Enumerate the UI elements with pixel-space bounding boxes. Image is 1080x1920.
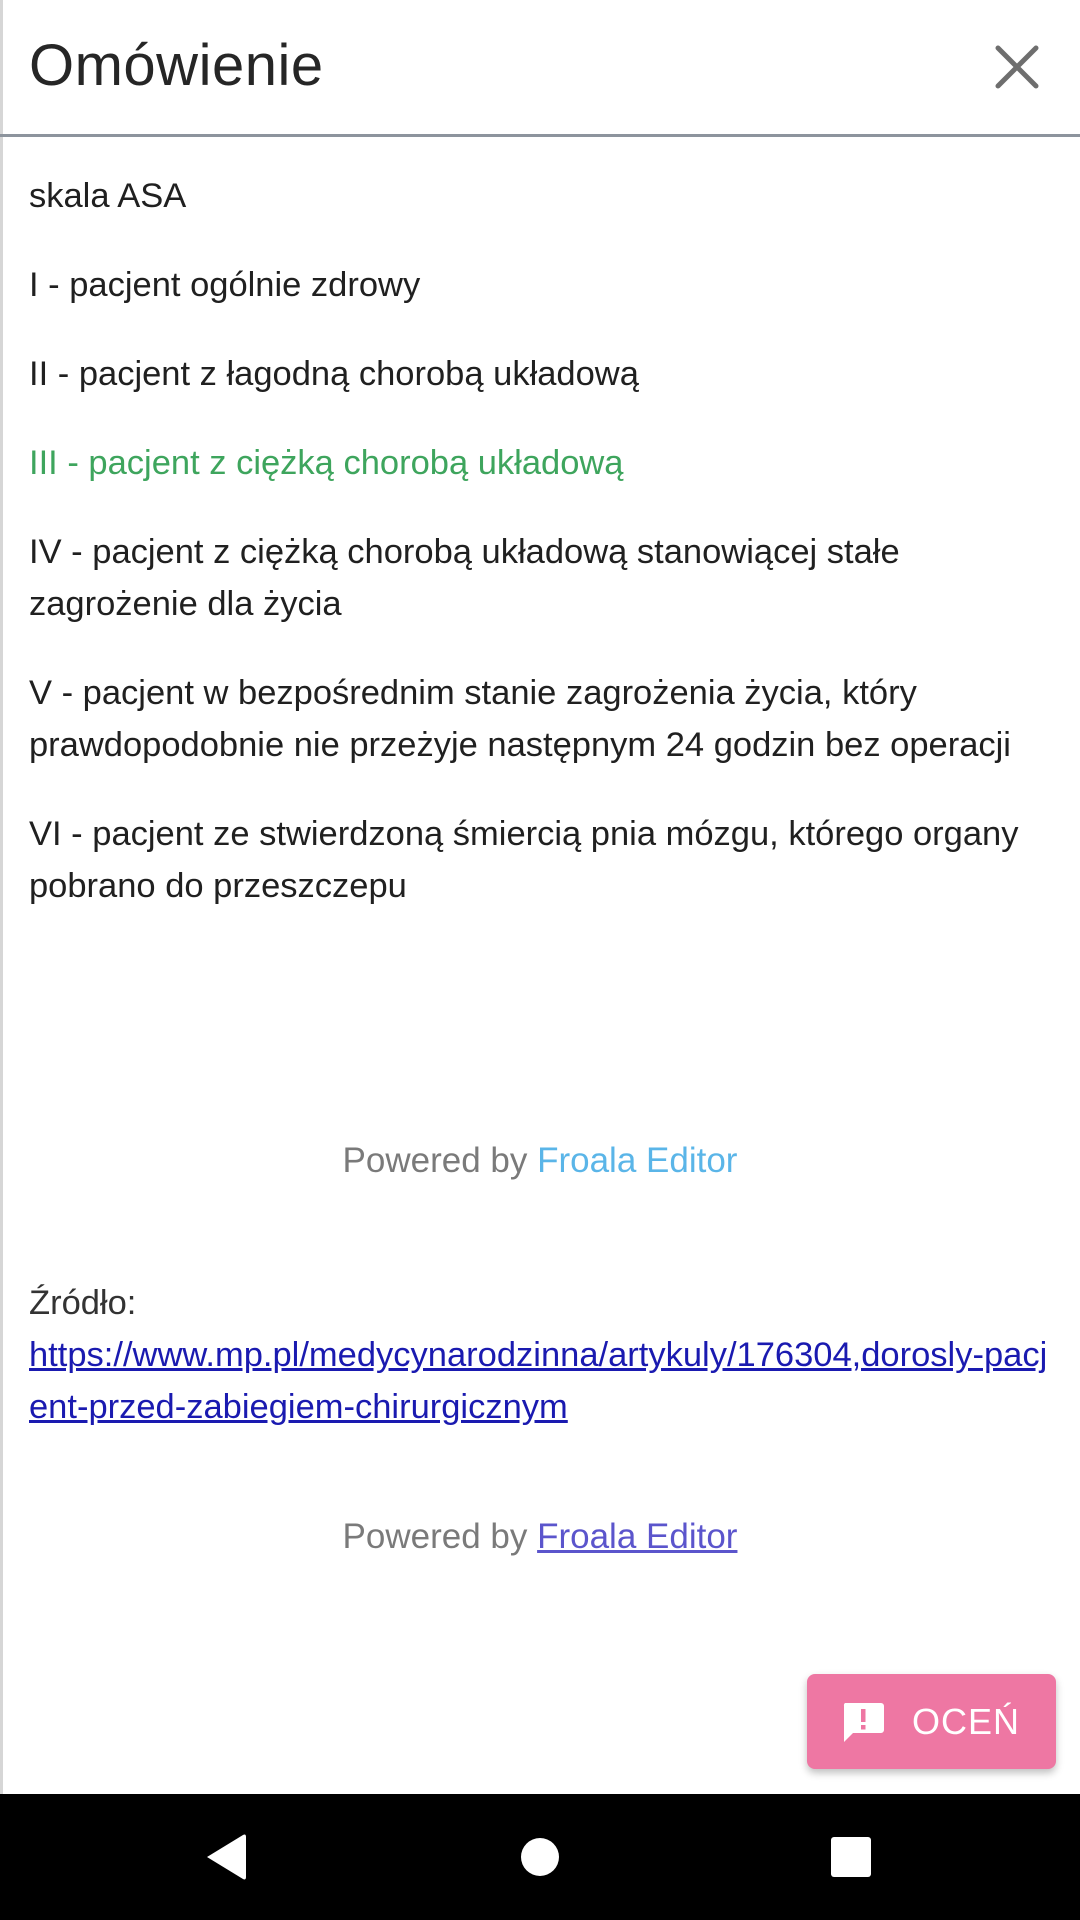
source-section	[29, 1277, 1059, 1433]
froala-brand-text[interactable]: Froala Editor	[537, 1141, 738, 1180]
dialog-header	[0, 0, 1080, 137]
article-content	[29, 170, 1054, 949]
froala-editor-link[interactable]: Froala Editor	[537, 1517, 738, 1556]
asa-class-3-highlighted: III - pacjent z ciężką chorobą układową	[29, 444, 624, 482]
close-button[interactable]	[990, 40, 1044, 94]
close-icon	[990, 40, 1044, 94]
nav-recents-button[interactable]	[818, 1824, 884, 1890]
feedback-icon	[841, 1700, 885, 1744]
nav-back-button[interactable]	[193, 1824, 259, 1890]
asa-class-4: IV - pacjent z ciężką chorobą układową stanowiącej stałe zagrożenie dla życia	[29, 533, 900, 623]
system-navigation-bar	[0, 1794, 1080, 1920]
powered-by-prefix: Powered by	[342, 1517, 538, 1556]
asa-class-6: VI - pacjent ze stwierdzoną śmiercią pnia mózgu, którego organy pobrano do przeszczepu	[29, 815, 1019, 905]
page-title: Omówienie	[29, 33, 324, 98]
powered-by-froala-top	[0, 1136, 1080, 1186]
rate-button-label: OCEŃ	[912, 1701, 1021, 1742]
powered-by-prefix: Powered by	[342, 1141, 538, 1180]
nav-home-button[interactable]	[507, 1824, 573, 1890]
asa-class-2: II - pacjent z łagodną chorobą układową	[29, 355, 639, 393]
powered-by-froala-bottom	[0, 1512, 1080, 1562]
asa-class-5: V - pacjent w bezpośrednim stanie zagrożenia życia, który prawdopodobnie nie przeżyje następnym 24 godzin bez operacji	[29, 674, 1011, 764]
source-link[interactable]: https://www.mp.pl/medycynarodzinna/artykuly/176304,dorosly-pacjent-przed-zabiegiem-chirurgicznym	[29, 1336, 1048, 1426]
source-label: Źródło:	[29, 1284, 137, 1322]
content-heading: skala ASA	[29, 177, 187, 215]
back-triangle-icon	[193, 1824, 259, 1890]
asa-class-1: I - pacjent ogólnie zdrowy	[29, 266, 421, 304]
rate-button[interactable]	[807, 1674, 1056, 1769]
recents-square-icon	[818, 1824, 884, 1890]
home-circle-icon	[507, 1824, 573, 1890]
